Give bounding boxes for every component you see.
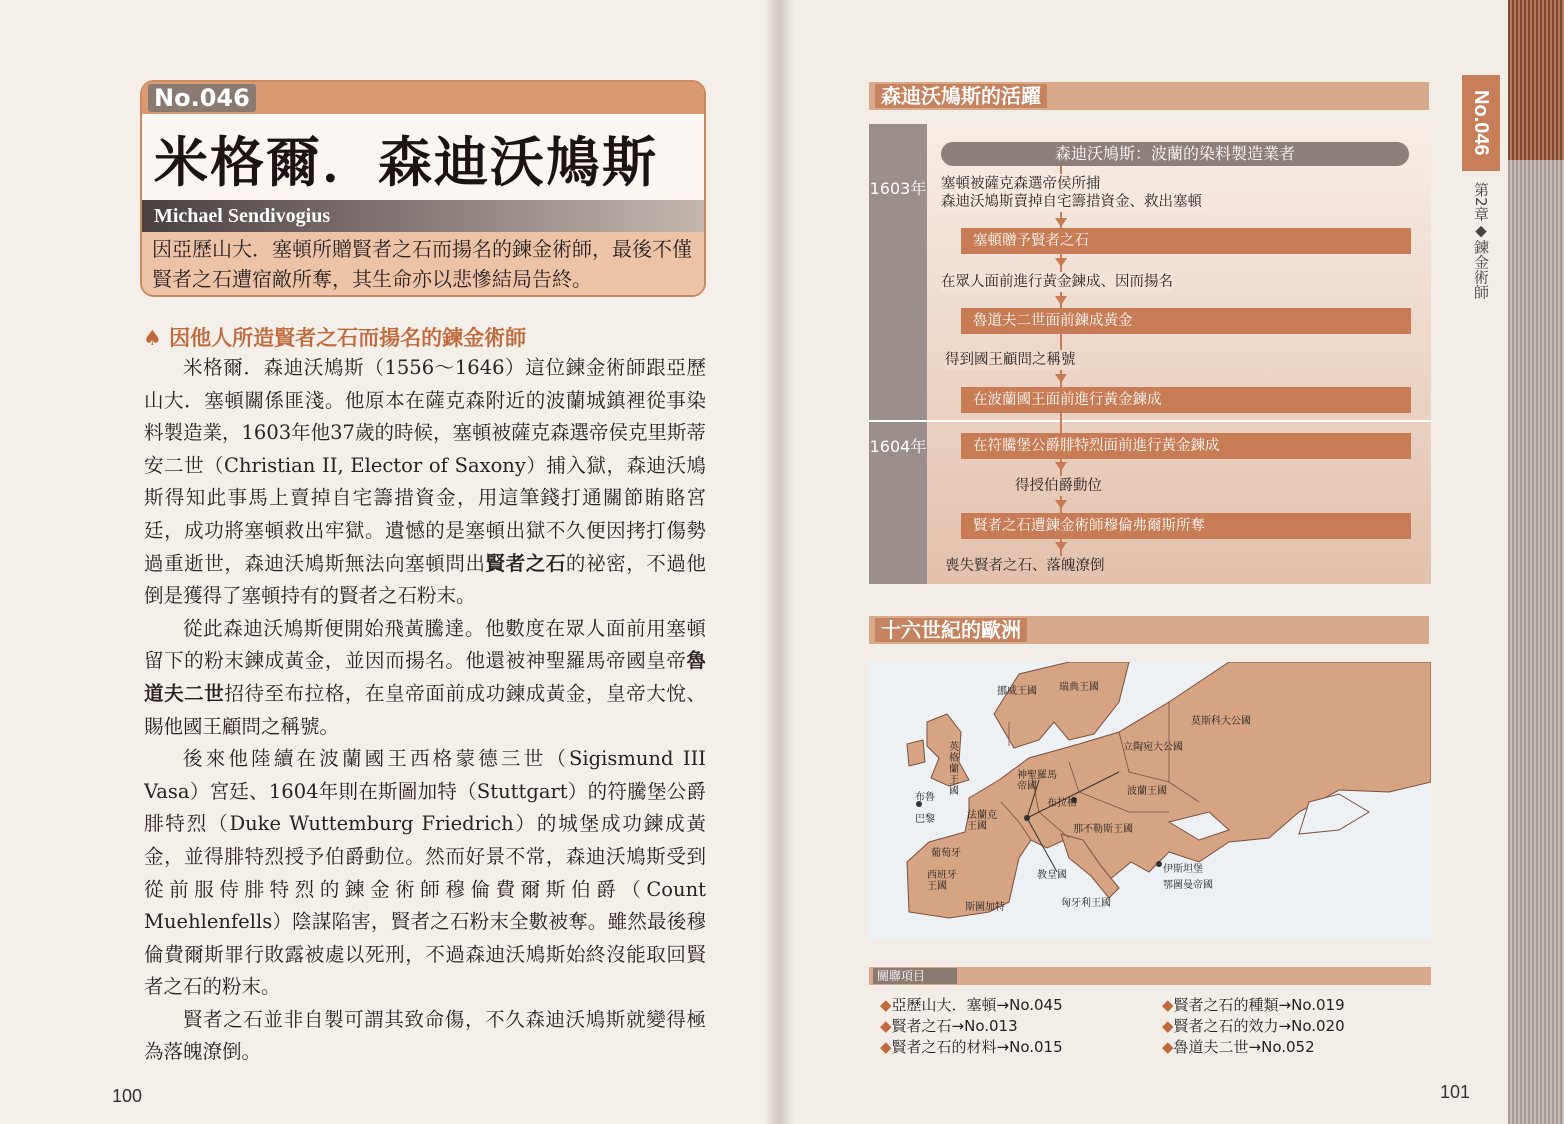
map-label: 鄂圖曼帝國 bbox=[1163, 880, 1213, 891]
map-label: 布魯 bbox=[915, 792, 935, 803]
timeline-event: 得授伯爵動位 bbox=[1015, 478, 1102, 494]
body-text bbox=[144, 352, 706, 1069]
map-label: 布拉格 bbox=[1047, 798, 1077, 809]
entry-title: 米格爾．森迪沃鳩斯 bbox=[154, 131, 658, 194]
map-label: 英格蘭王國 bbox=[949, 742, 959, 797]
timeline bbox=[869, 124, 1431, 584]
map-label: 莫斯科大公國 bbox=[1191, 716, 1251, 727]
diamond-icon: ◆ bbox=[880, 1038, 892, 1056]
diamond-icon: ◆ bbox=[1162, 996, 1174, 1014]
related-link[interactable]: ◆賢者之石的材料→No.015 bbox=[880, 1038, 1063, 1056]
timeline-title: 森迪沃鳩斯的活躍 bbox=[875, 84, 1047, 108]
paragraph: 賢者之石並非自製可謂其致命傷，不久森迪沃鳩斯就變得極為落魄潦倒。 bbox=[144, 1007, 706, 1064]
related-link[interactable]: ◆賢者之石的效力→No.020 bbox=[1162, 1017, 1345, 1035]
map-shapes bbox=[869, 662, 1431, 940]
map-label: 挪威王國 bbox=[997, 686, 1037, 697]
map-label: 斯圖加特 bbox=[965, 902, 1005, 913]
map-label: 波蘭王國 bbox=[1127, 786, 1167, 797]
map-label: 西班牙王國 bbox=[927, 870, 957, 892]
entry-header bbox=[140, 80, 706, 297]
europe-map bbox=[869, 662, 1431, 940]
map-label: 匈牙利王國 bbox=[1061, 898, 1111, 909]
map-label: 巴黎 bbox=[915, 814, 935, 825]
book-gutter bbox=[764, 0, 794, 1124]
diamond-icon: ◆ bbox=[880, 996, 892, 1014]
page-edges bbox=[1508, 0, 1564, 1124]
diamond-icon: ◆ bbox=[880, 1017, 892, 1035]
timeline-header: 森迪沃鳩斯：波蘭的染料製造業者 bbox=[941, 142, 1409, 166]
english-name: Michael Sendivogius bbox=[142, 200, 704, 232]
map-label: 那不勒斯王國 bbox=[1073, 824, 1133, 835]
paragraph: 米格爾．森迪沃鳩斯（1556～1646）這位鍊金術師跟亞歷山大．塞頓關係匪淺。他原本在薩克森附近的波蘭城鎮裡從事染料製造業，1603年他37歲的時候，塞頓被薩克森選帝侯克里斯蒂安二世（Christian II, Elector of Saxony）捕入獄，森迪沃鳩斯得知此事馬上賣掉自宅籌措資金，用這筆錢打通關節賄賂宮廷，成功將塞頓救出牢獄。遺憾的是塞頓出獄不久便因拷打傷勢過重逝世，森迪沃鳩斯無法向塞頓問出賢者之石的祕密，不過他倒是獲得了塞頓持有的賢者之石粉末。 bbox=[144, 356, 706, 608]
diamond-icon: ◆ bbox=[1162, 1017, 1174, 1035]
page-number-left: 100 bbox=[112, 1086, 143, 1106]
entry-summary: 因亞歷山大．塞頓所贈賢者之石而揚名的鍊金術師，最後不僅賢者之石遭宿敵所奪，其生命亦以悲慘結局告終。 bbox=[142, 232, 704, 295]
map-title-band bbox=[869, 616, 1429, 644]
map-label: 教皇國 bbox=[1037, 870, 1067, 881]
page-edge-tab bbox=[1508, 0, 1564, 160]
side-tab: No.046 bbox=[1462, 75, 1500, 171]
map-label: 葡萄牙 bbox=[931, 848, 961, 859]
paragraph: 後來他陸續在波蘭國王西格蒙德三世（Sigismund III Vasa）宮廷、1604年則在斯圖加特（Stuttgart）的符騰堡公爵腓特烈（Duke Wuttemburg Friedrich）的城堡成功鍊成黃金，並得腓特烈授予伯爵動位。然而好景不常，森迪沃鳩斯受到從前服侍腓特烈的鍊金術師穆倫費爾斯伯爵（Count Muehlenfells）陰謀陷害，賢者之石粉末全數被奪。雖然最後穆倫費爾斯罪行敗露被處以死刑，不過森迪沃鳩斯始終沒能取回賢者之石的粉末。 bbox=[144, 747, 706, 999]
timeline-event: 森迪沃鳩斯賣掉自宅籌措資金、救出塞頓 bbox=[941, 194, 1202, 210]
page-number-right: 101 bbox=[1440, 1082, 1471, 1102]
timeline-event-bar: 在波蘭國王面前進行黃金鍊成 bbox=[961, 387, 1411, 413]
timeline-event: 喪失賢者之石、落魄潦倒 bbox=[945, 558, 1105, 574]
timeline-event: 得到國王顧問之稱號 bbox=[945, 352, 1076, 368]
map-title: 十六世紀的歐洲 bbox=[875, 618, 1027, 642]
timeline-event-bar: 塞頓贈予賢者之石 bbox=[961, 228, 1411, 254]
related-label: 關聯項目 bbox=[873, 968, 957, 984]
map-label: 法蘭克王國 bbox=[967, 810, 997, 832]
section-heading: ♠ 因他人所造賢者之石而揚名的鍊金術師 bbox=[143, 326, 527, 350]
map-label: 伊斯坦堡 bbox=[1163, 864, 1203, 875]
ireland-shape bbox=[907, 740, 925, 766]
paragraph: 從此森迪沃鳩斯便開始飛黃騰達。他數度在眾人面前用塞頓留下的粉末鍊成黃金，並因而揚名。他還被神聖羅馬帝國皇帝魯道夫二世招待至布拉格，在皇帝面前成功鍊成黃金，皇帝大悅、賜他國王顧問之稱號。 bbox=[144, 616, 706, 738]
map-label: 瑞典王國 bbox=[1059, 682, 1099, 693]
spade-icon: ♠ bbox=[143, 326, 162, 350]
timeline-event: 塞頓被薩克森選帝侯所捕 bbox=[941, 176, 1101, 192]
map-label: 立陶宛大公國 bbox=[1123, 742, 1183, 753]
related-link[interactable]: ◆賢者之石→No.013 bbox=[880, 1017, 1018, 1035]
year-1603: 1603年 bbox=[869, 179, 927, 198]
side-chapter: 第2章◆鍊金術師 bbox=[1472, 182, 1490, 300]
timeline-event-bar: 在符騰堡公爵腓特烈面前進行黃金鍊成 bbox=[961, 433, 1411, 459]
related-band bbox=[869, 967, 1431, 985]
related-link[interactable]: ◆亞歷山大．塞頓→No.045 bbox=[880, 996, 1063, 1014]
year-divider bbox=[869, 420, 1431, 422]
timeline-event: 在眾人面前進行黃金鍊成、因而揚名 bbox=[941, 274, 1173, 290]
related-link[interactable]: ◆魯道夫二世→No.052 bbox=[1162, 1038, 1315, 1056]
timeline-title-band bbox=[869, 82, 1429, 110]
diamond-icon: ◆ bbox=[1162, 1038, 1174, 1056]
timeline-event-bar: 魯道夫二世面前鍊成黃金 bbox=[961, 308, 1411, 334]
entry-number: No.046 bbox=[148, 84, 256, 112]
year-1604: 1604年 bbox=[869, 437, 927, 456]
map-label: 神聖羅馬帝國 bbox=[1017, 770, 1057, 792]
related-link[interactable]: ◆賢者之石的種類→No.019 bbox=[1162, 996, 1345, 1014]
timeline-event-bar: 賢者之石遭鍊金術師穆倫弗爾斯所奪 bbox=[961, 513, 1411, 539]
